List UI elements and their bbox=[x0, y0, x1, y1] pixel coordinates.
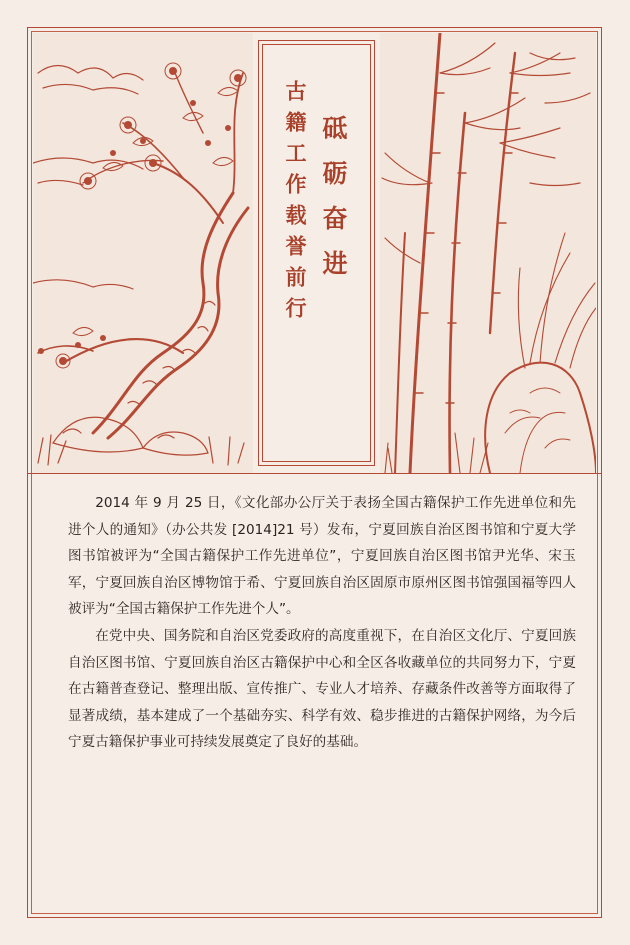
main-title: 砥砺奋进 bbox=[319, 115, 348, 295]
paragraph-1: 2014 年 9 月 25 日，《文化部办公厅关于表扬全国古籍保护工作先进单位和先进个人的通知》（办公共发 [2014]21 号）发布，宁夏回族自治区图书馆和宁夏大学图书馆被评为“全国古籍保护工作先进单位”，宁夏回族自治区图书馆尹光华、宋玉军，宁夏回族自治区博物馆于希、宁夏回族自治区固原市原州区图书馆强国福等四人被评为“全国古籍保护工作先进个人”。 bbox=[68, 495, 576, 618]
sub-title: 古籍工作载誉前行 bbox=[283, 80, 308, 328]
flowering-tree-illustration bbox=[33, 33, 253, 473]
article-body bbox=[68, 490, 576, 756]
paragraph-2: 在党中央、国务院和自治区党委政府的高度重视下，在自治区文化厅、宁夏回族自治区图书馆、宁夏回族自治区古籍保护中心和全区各收藏单位的共同努力下，宁夏在古籍普查登记、整理出版、宣传推广、专业人才培养、存藏条件改善等方面取得了显著成绩，基本建成了一个基础夯实、科学有效、稳步推进的古籍保护网络，为今后宁夏古籍保护事业可持续发展奠定了良好的基础。 bbox=[68, 627, 576, 751]
bamboo-rock-illustration bbox=[380, 33, 596, 473]
section-divider bbox=[27, 473, 602, 474]
